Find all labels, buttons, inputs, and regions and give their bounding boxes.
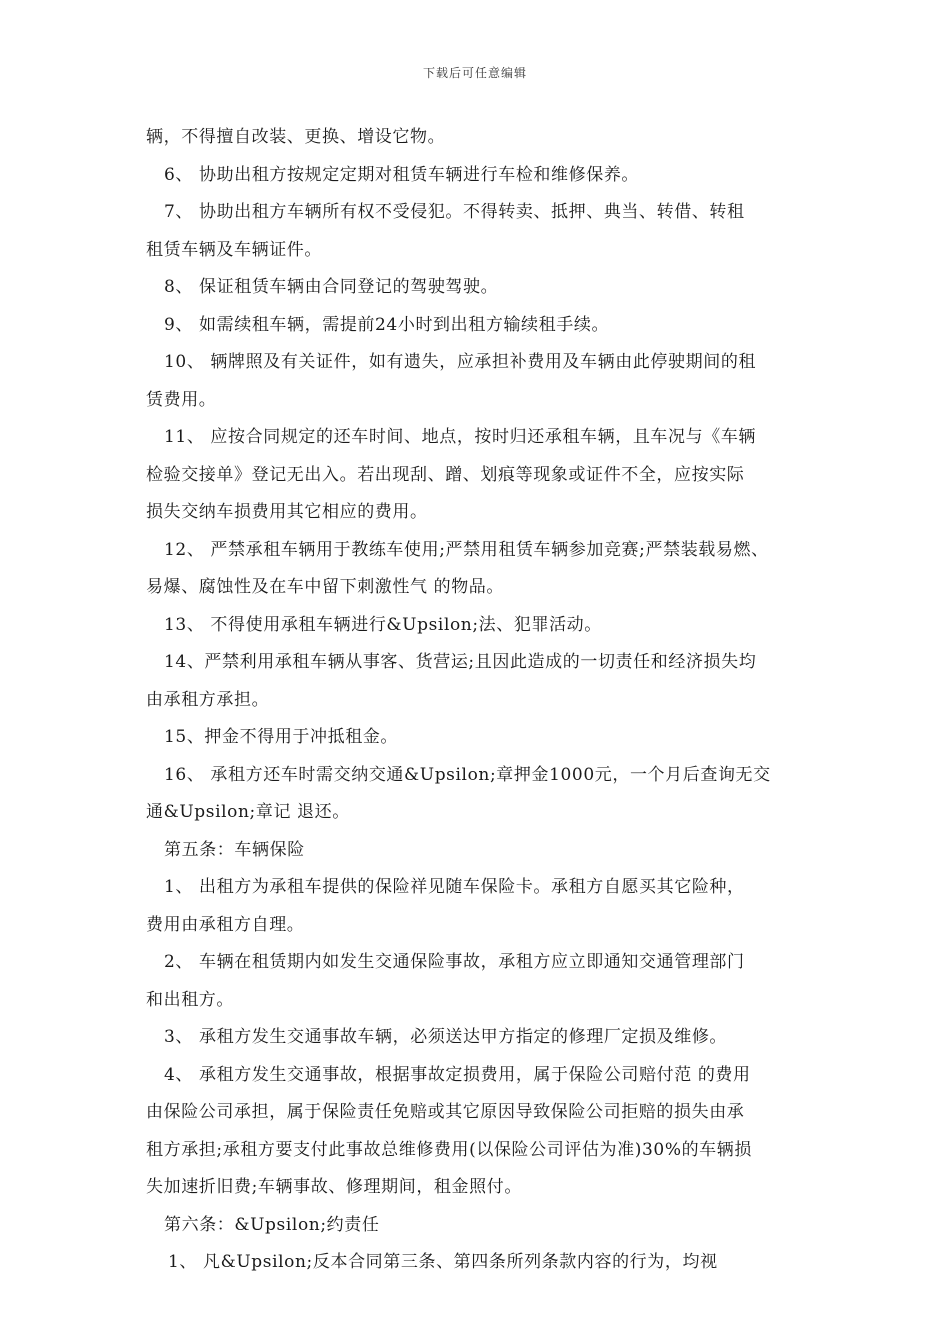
text-line: 检验交接单》登记无出入。若出现刮、蹭、划痕等现象或证件不全，应按实际 bbox=[146, 464, 745, 485]
text-line: 失加速折旧费;车辆事故、修理期间，租金照付。 bbox=[146, 1177, 522, 1197]
text-line: 6、 协助出租方按规定定期对租赁车辆进行车检和维修保养。 bbox=[164, 164, 640, 185]
text-line: 易爆、腐蚀性及在车中留下刺激性气 的物品。 bbox=[146, 577, 505, 597]
text-line: 由承租方承担。 bbox=[146, 689, 270, 710]
text-line: 2、 车辆在租赁期内如发生交通保险事故，承租方应立即通知交通管理部门 bbox=[164, 952, 745, 972]
text-line: 1、 凡&Upsilon;反本合同第三条、第四条所列条款内容的行为，均视 bbox=[168, 1252, 718, 1272]
text-line: 3、 承租方发生交通事故车辆，必须送达甲方指定的修理厂定损及维修。 bbox=[164, 1027, 728, 1047]
text-line: 14、严禁利用承租车辆从事客、货营运;且因此造成的一切责任和经济损失均 bbox=[164, 652, 757, 672]
text-line: 13、 不得使用承租车辆进行&Upsilon;法、犯罪活动。 bbox=[164, 614, 602, 635]
text-line: 损失交纳车损费用其它相应的费用。 bbox=[146, 502, 428, 522]
text-line: 租赁车辆及车辆证件。 bbox=[146, 239, 322, 260]
text-line: 8、 保证租赁车辆由合同登记的驾驶驾驶。 bbox=[164, 277, 499, 297]
text-line: 11、 应按合同规定的还车时间、地点，按时归还承租车辆，且车况与《车辆 bbox=[164, 427, 757, 447]
text-line: 15、押金不得用于冲抵租金。 bbox=[164, 727, 399, 747]
text-line: 7、 协助出租方车辆所有权不受侵犯。不得转卖、抵押、典当、转借、转租 bbox=[164, 202, 745, 222]
page-header: 下载后可任意编辑 bbox=[422, 66, 527, 80]
text-line: 12、 严禁承租车辆用于教练车使用;严禁用租赁车辆参加竞赛;严禁装载易燃、 bbox=[164, 539, 769, 560]
text-line: 1、 出租方为承租车提供的保险祥见随车保险卡。承租方自愿买其它险种， bbox=[164, 877, 745, 897]
text-line: 10、 辆牌照及有关证件，如有遗失，应承担补费用及车辆由此停驶期间的租 bbox=[164, 352, 757, 372]
text-line: 费用由承租方自理。 bbox=[146, 914, 305, 935]
text-line: 9、 如需续租车辆，需提前24小时到出租方输续租手续。 bbox=[164, 314, 610, 335]
text-line: 赁费用。 bbox=[146, 389, 217, 410]
document-body bbox=[146, 119, 826, 1282]
text-line: 租方承担;承租方要支付此事故总维修费用(以保险公司评估为准)30%的车辆损 bbox=[146, 1139, 752, 1160]
section-heading: 第五条：车辆保险 bbox=[164, 839, 305, 860]
text-line: 由保险公司承担，属于保险责任免赔或其它原因导致保险公司拒赔的损失由承 bbox=[146, 1102, 745, 1122]
text-line: 辆，不得擅自改装、更换、增设它物。 bbox=[146, 127, 446, 147]
text-line: 16、 承租方还车时需交纳交通&Upsilon;章押金1000元，一个月后查询无交 bbox=[164, 764, 771, 785]
text-line: 和出租方。 bbox=[146, 989, 234, 1010]
section-heading: 第六条：&Upsilon;约责任 bbox=[164, 1214, 380, 1235]
text-line: 通&Upsilon;章记 退还。 bbox=[146, 802, 350, 822]
text-line: 4、 承租方发生交通事故，根据事故定损费用，属于保险公司赔付范 的费用 bbox=[164, 1064, 751, 1085]
